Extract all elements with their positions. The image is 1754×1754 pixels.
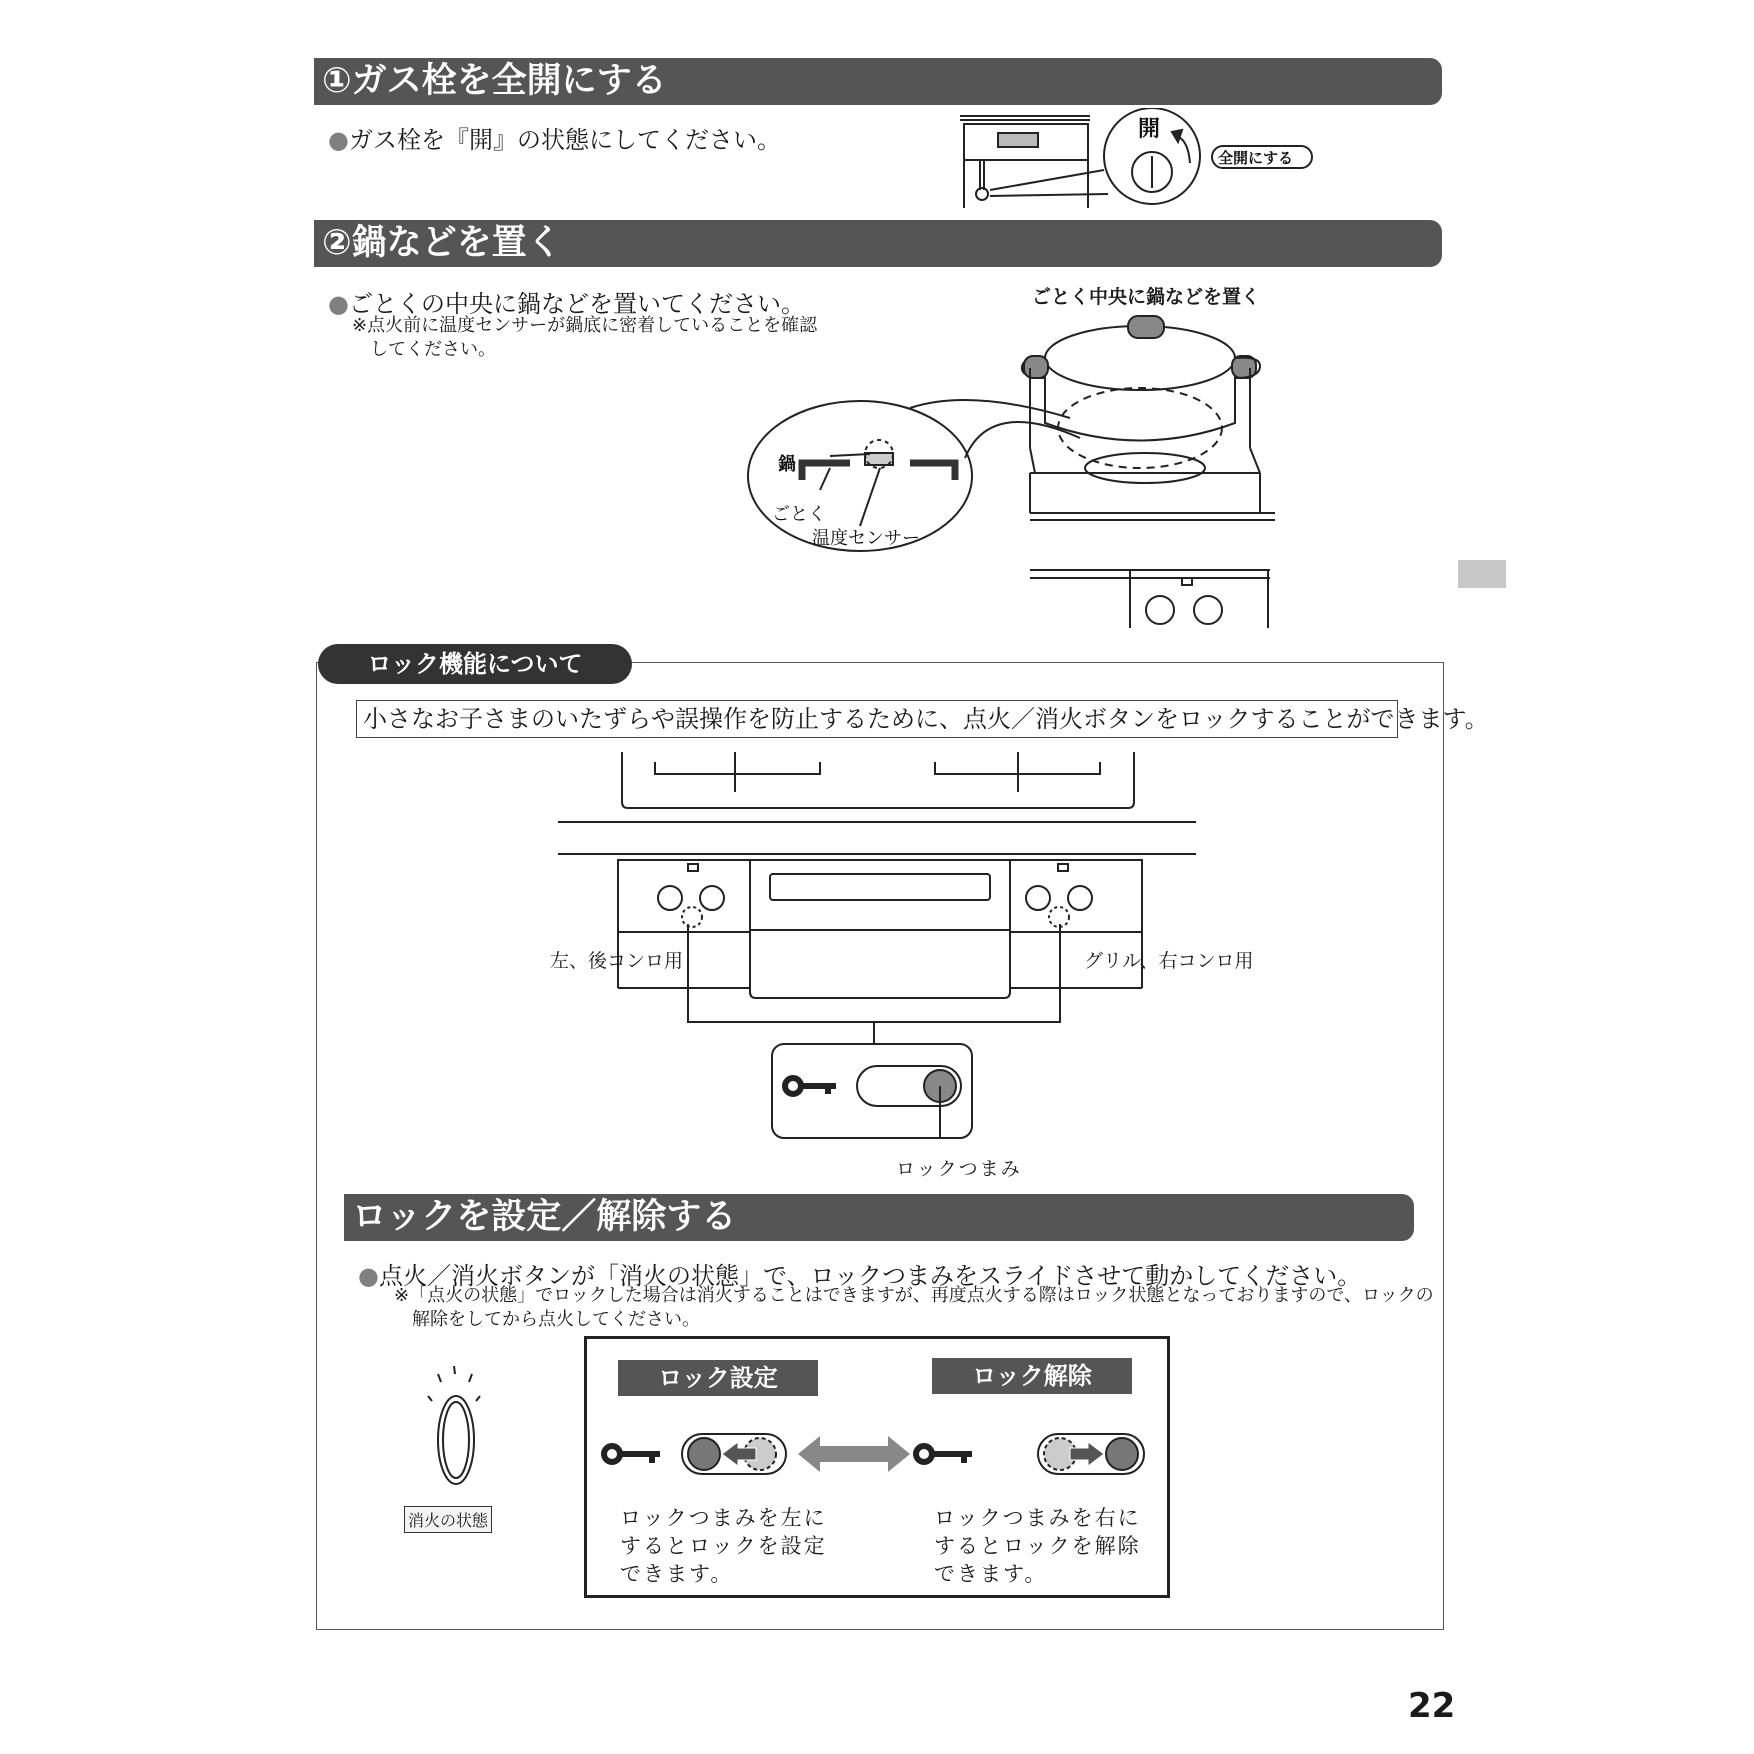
section-title: ①ガス栓を全開にする [322, 61, 667, 101]
side-index-tab [1458, 560, 1506, 588]
instruction-text: ごとくの中央に鍋などを置いてください。 [348, 290, 805, 318]
open-label: 開 [1138, 117, 1161, 142]
section-title: ②鍋などを置く [322, 223, 562, 263]
label-lock-knob: ロックつまみ [896, 1158, 1022, 1180]
figure-caption-pot: ごとく中央に鍋などを置く [1032, 286, 1261, 308]
gas-valve-illustration [950, 108, 1330, 208]
instruction-text: 点火／消火ボタンが「消火の状態」で、ロックつまみをスライドさせて動かしてください。 [378, 1262, 1362, 1290]
label-pot: 鍋 [778, 454, 796, 475]
lock-function-lead: 小さなお子さまのいたずらや誤操作を防止するために、点火／消火ボタンをロックすることができます。 [356, 700, 1398, 738]
bullet: ● [358, 1262, 379, 1290]
lock-release-tag: ロック解除 [932, 1358, 1132, 1394]
section-heading-lock-set-release [344, 1194, 1414, 1241]
note-lock-state: ※「点火の状態」でロックした場合は消火することはできますが、再度点火する際はロック状態となっておりますので、ロックの解除をしてから点火してください。 [394, 1285, 1434, 1330]
off-state-button-icon [418, 1364, 498, 1494]
label-sensor: 温度センサー [812, 528, 920, 549]
lock-set-description: ロックつまみを左にするとロックを設定できます。 [620, 1506, 827, 1586]
off-state-label: 消火の状態 [404, 1506, 492, 1533]
note-sensor: ※点火前に温度センサーが鍋底に密着していることを確認してください。 [352, 315, 818, 360]
label-grate: ごとく [772, 504, 826, 525]
full-open-tag: 全開にする [1218, 149, 1294, 167]
pot-on-grate-illustration [740, 308, 1280, 628]
bullet: ● [328, 290, 349, 318]
instruction-open-valve [328, 120, 781, 155]
lock-function-tab: ロック機能について [318, 644, 632, 684]
label-right-burner: グリル、右コンロ用 [1084, 950, 1254, 972]
instruction-text: ガス栓を『開』の状態にしてください。 [348, 126, 781, 154]
section-heading-open-gas-valve [314, 58, 1442, 105]
page-number: 22 [1408, 1686, 1456, 1726]
lock-set-tag: ロック設定 [618, 1360, 818, 1396]
section-heading-place-pot [314, 220, 1442, 267]
section-title: ロックを設定／解除する [352, 1197, 737, 1237]
lock-release-description: ロックつまみを右にするとロックを解除できます。 [934, 1506, 1141, 1586]
label-left-burner: 左、後コンロ用 [550, 950, 684, 972]
lock-slide-diagram [598, 1428, 1158, 1482]
bullet: ● [328, 126, 349, 154]
